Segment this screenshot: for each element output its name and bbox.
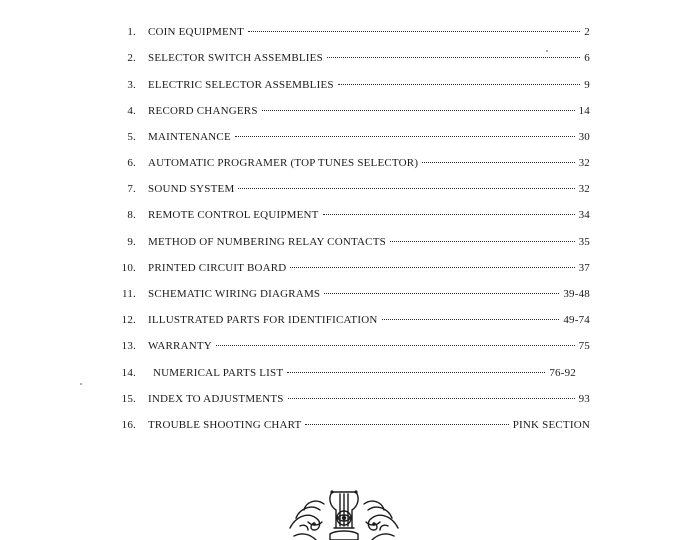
toc-entry: [0, 259, 680, 277]
toc-entry: [0, 102, 680, 120]
toc-entry-page: 37: [578, 262, 590, 274]
toc-entry-title: ELECTRIC SELECTOR ASSEMBLIES: [148, 79, 334, 91]
toc-entry-page: 32: [578, 183, 590, 195]
toc-entry-title: NUMERICAL PARTS LIST: [153, 367, 284, 379]
toc-entry-number: 5.: [127, 131, 136, 143]
dot-leader: [248, 31, 580, 32]
toc-entry-page: 14: [578, 105, 590, 117]
dot-leader: [262, 110, 575, 111]
dot-leader: [238, 188, 574, 189]
toc-entry-page: 9: [584, 79, 590, 91]
dot-leader: [422, 162, 574, 163]
toc-entry: [0, 364, 680, 382]
toc-entry: [0, 154, 680, 172]
toc-entry-page: 93: [578, 393, 590, 405]
toc-entry-title: RECORD CHANGERS: [148, 105, 258, 117]
toc-entry-number: 6.: [127, 157, 136, 169]
dot-leader: [390, 241, 575, 242]
toc-entry: [0, 23, 680, 41]
toc-entry-number: 9.: [127, 236, 136, 248]
toc-entry-title: SCHEMATIC WIRING DIAGRAMS: [148, 288, 321, 300]
toc-entry-title: SELECTOR SWITCH ASSEMBLIES: [148, 52, 323, 64]
dot-leader: [287, 372, 545, 373]
toc-entry-number: 16.: [121, 419, 136, 431]
toc-entry: [0, 390, 680, 408]
toc-entry: [0, 311, 680, 329]
toc-entry-page: 30: [578, 131, 590, 143]
toc-entry-page: 76-92: [549, 367, 576, 379]
dot-leader: [216, 345, 575, 346]
toc-entry-title: AUTOMATIC PROGRAMER (TOP TUNES SELECTOR): [148, 157, 419, 169]
toc-entry-number: 15.: [121, 393, 136, 405]
toc-entry-title: COIN EQUIPMENT: [148, 26, 244, 38]
toc-entry-number: 12.: [121, 314, 136, 326]
toc-entry-title: REMOTE CONTROL EQUIPMENT: [148, 209, 319, 221]
toc-entry: [0, 285, 680, 303]
toc-entry-page: 49-74: [563, 314, 590, 326]
toc-entry-number: 7.: [127, 183, 136, 195]
toc-entry-page: PINK SECTION: [512, 419, 590, 431]
toc-entry-page: 75: [578, 340, 590, 352]
toc-entry-title: MAINTENANCE: [148, 131, 231, 143]
toc-entry: [0, 49, 680, 67]
toc-entry-title: METHOD OF NUMBERING RELAY CONTACTS: [148, 236, 386, 248]
toc-entry-page: 6: [584, 52, 590, 64]
dot-leader: [327, 57, 580, 58]
toc-entry: [0, 76, 680, 94]
toc-entry-title: ILLUSTRATED PARTS FOR IDENTIFICATION: [148, 314, 378, 326]
toc-entry-page: 32: [578, 157, 590, 169]
toc-entry-title: INDEX TO ADJUSTMENTS: [148, 393, 284, 405]
toc-entry-page: 35: [578, 236, 590, 248]
toc-entry-number: 10.: [121, 262, 136, 274]
toc-entry-page: 39-48: [563, 288, 590, 300]
toc-entry-number: 4.: [127, 105, 136, 117]
toc-entry-title: WARRANTY: [148, 340, 212, 352]
paper-speck: [80, 383, 82, 385]
toc-entry-number: 8.: [127, 209, 136, 221]
toc-entry-number: 1.: [127, 26, 136, 38]
toc-entry-page: 34: [578, 209, 590, 221]
toc-entry-page: 2: [584, 26, 590, 38]
toc-entry-title: SOUND SYSTEM: [148, 183, 235, 195]
toc-entry-title: PRINTED CIRCUIT BOARD: [148, 262, 287, 274]
dot-leader: [288, 398, 575, 399]
lyre-crest-ornament-icon: [286, 488, 402, 540]
dot-leader: [323, 214, 575, 215]
toc-entry-number: 14.: [121, 367, 136, 379]
dot-leader: [290, 267, 574, 268]
dot-leader: [338, 84, 581, 85]
toc-entry-number: 13.: [121, 340, 136, 352]
toc-entry: [0, 337, 680, 355]
toc-entry: [0, 128, 680, 146]
dot-leader: [324, 293, 559, 294]
toc-entry: [0, 180, 680, 198]
toc-entry-number: 3.: [127, 79, 136, 91]
toc-entry-number: 2.: [127, 52, 136, 64]
dot-leader: [382, 319, 560, 320]
toc-entry-title: TROUBLE SHOOTING CHART: [148, 419, 302, 431]
dot-leader: [235, 136, 575, 137]
toc-entry: [0, 206, 680, 224]
toc-entry: [0, 233, 680, 251]
paper-speck: [546, 50, 548, 52]
toc-entry-number: 11.: [122, 288, 136, 300]
dot-leader: [305, 424, 508, 425]
toc-entry: [0, 416, 680, 434]
